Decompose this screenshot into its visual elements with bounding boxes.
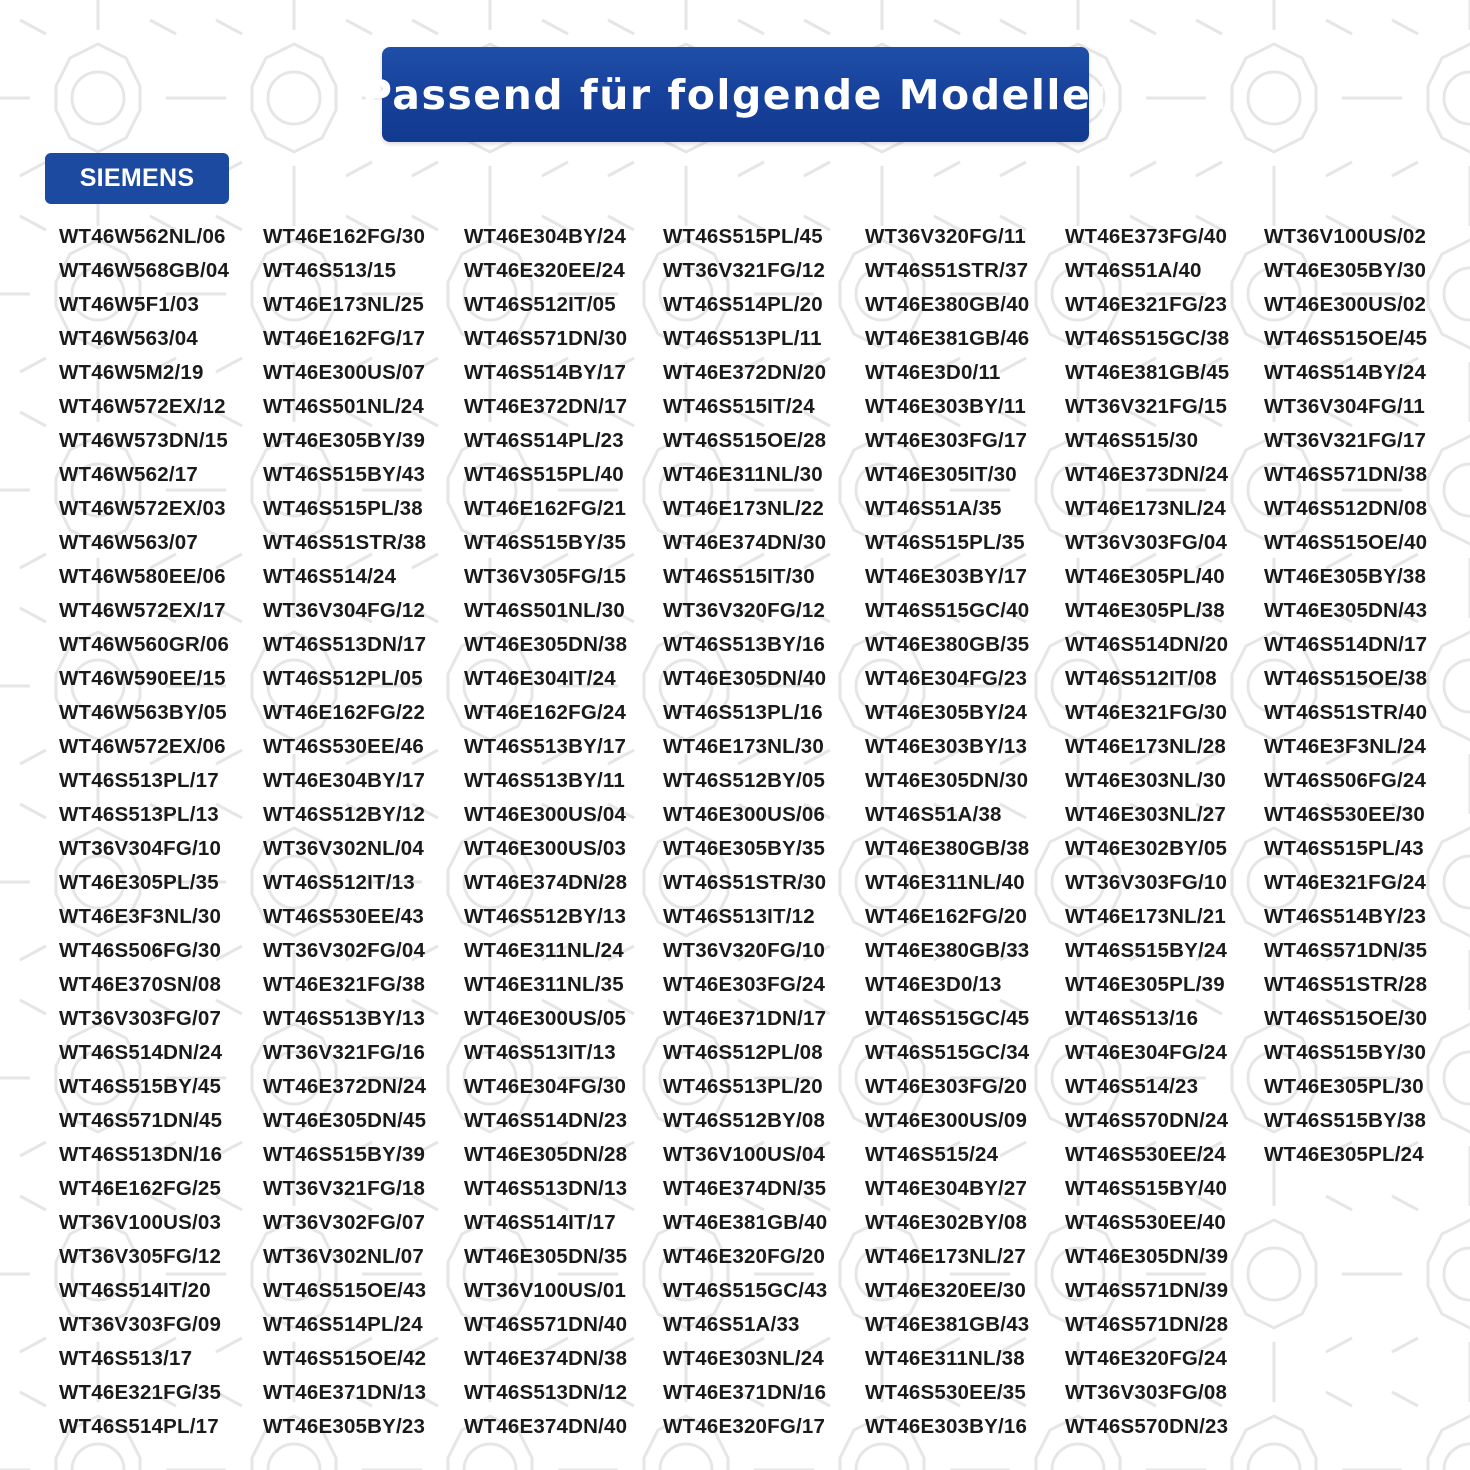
model-number: WT36V100US/02 [1264,225,1427,248]
model-number: WT46E311NL/30 [663,463,823,486]
model-number: WT46S530EE/24 [1065,1143,1226,1166]
model-number: WT46S515GC/45 [865,1007,1030,1030]
model-number: WT46E311NL/38 [865,1347,1025,1370]
model-number: WT46S513BY/13 [263,1007,426,1030]
model-number: WT46E304BY/27 [865,1177,1028,1200]
model-number: WT46E162FG/25 [59,1177,222,1200]
model-number: WT46S512PL/05 [263,667,423,690]
model-number: WT46S515OE/30 [1264,1007,1428,1030]
model-number: WT46W563/04 [59,327,198,350]
model-number: WT46E374DN/35 [663,1177,827,1200]
model-number: WT46E321FG/24 [1264,871,1427,894]
model-number: WT46E303NL/27 [1065,803,1226,826]
model-number: WT46E373DN/24 [1065,463,1229,486]
model-number: WT46W573DN/15 [59,429,228,452]
model-number: WT46S515OE/28 [663,429,827,452]
model-number: WT46W572EX/03 [59,497,226,520]
model-number: WT46S514DN/23 [464,1109,628,1132]
model-number: WT46S515OE/42 [263,1347,427,1370]
model-number: WT46E162FG/21 [464,497,627,520]
model-column-5 [865,220,1029,1444]
model-number: WT46W5F1/03 [59,293,200,316]
model-number: WT46S512BY/05 [663,769,826,792]
model-number: WT46S515PL/43 [1264,837,1424,860]
model-number: WT46E305PL/40 [1065,565,1225,588]
model-number: WT46S513DN/16 [59,1143,223,1166]
model-number: WT46E303FG/17 [865,429,1028,452]
model-column-7 [1264,220,1427,1172]
model-number: WT46E305PL/30 [1264,1075,1424,1098]
model-number: WT46E311NL/40 [865,871,1025,894]
page-title: Passend für folgende Modelle: [361,70,1110,119]
model-number: WT46S514BY/23 [1264,905,1427,928]
model-number: WT46S51A/33 [663,1313,800,1336]
model-number: WT46W560GR/06 [59,633,230,656]
model-number: WT46S571DN/35 [1264,939,1428,962]
model-number: WT46E320EE/24 [464,259,625,282]
model-number: WT46S513PL/20 [663,1075,823,1098]
model-number: WT46S571DN/40 [464,1313,628,1336]
model-number: WT46S51A/35 [865,497,1002,520]
model-number: WT46S514DN/17 [1264,633,1428,656]
model-number: WT46W572EX/17 [59,599,226,622]
model-number: WT46E381GB/40 [663,1211,828,1234]
model-number: WT46E300US/05 [464,1007,627,1030]
model-number: WT46E305DN/43 [1264,599,1428,622]
model-number: WT46E371DN/16 [663,1381,827,1404]
model-number: WT36V302FG/04 [263,939,426,962]
model-number: WT46E371DN/13 [263,1381,427,1404]
model-number: WT46E303FG/20 [865,1075,1028,1098]
model-number: WT46S530EE/35 [865,1381,1026,1404]
model-column-1 [59,220,229,1444]
model-number: WT46E321FG/38 [263,973,426,996]
model-number: WT36V303FG/04 [1065,531,1228,554]
model-number: WT46S515GC/38 [1065,327,1230,350]
model-number: WT46S515GC/43 [663,1279,828,1302]
model-number: WT46E380GB/38 [865,837,1030,860]
model-number: WT36V320FG/11 [865,225,1026,248]
model-number: WT36V320FG/10 [663,939,826,962]
model-number: WT46E303BY/16 [865,1415,1028,1438]
model-number: WT46E305BY/30 [1264,259,1427,282]
model-number: WT46E374DN/40 [464,1415,628,1438]
model-number: WT46S515OE/45 [1264,327,1428,350]
model-number: WT46E305DN/40 [663,667,827,690]
model-number: WT46S513DN/17 [263,633,427,656]
model-number: WT36V304FG/10 [59,837,222,860]
model-number: WT36V321FG/12 [663,259,826,282]
model-number: WT46E173NL/30 [663,735,824,758]
model-number: WT46S515PL/38 [263,497,423,520]
model-number: WT46E311NL/24 [464,939,624,962]
model-number: WT46E372DN/24 [263,1075,427,1098]
model-number: WT46S51STR/38 [263,531,427,554]
model-number: WT46E173NL/28 [1065,735,1226,758]
model-number: WT46E303NL/24 [663,1347,824,1370]
model-column-3 [464,220,627,1444]
model-number: WT46S51STR/28 [1264,973,1428,996]
model-number: WT46S515GC/40 [865,599,1030,622]
model-number: WT46S571DN/30 [464,327,628,350]
model-number: WT46S570DN/23 [1065,1415,1229,1438]
model-number: WT36V100US/04 [663,1143,826,1166]
model-number: WT46E321FG/35 [59,1381,222,1404]
model-number: WT36V303FG/10 [1065,871,1228,894]
model-number: WT46E305BY/39 [263,429,426,452]
model-number: WT46S513DN/13 [464,1177,628,1200]
model-number: WT36V303FG/07 [59,1007,222,1030]
model-number: WT36V321FG/15 [1065,395,1228,418]
model-number: WT46W580EE/06 [59,565,226,588]
model-number: WT46E304BY/24 [464,225,627,248]
model-number: WT46S571DN/38 [1264,463,1428,486]
model-number: WT46S513BY/16 [663,633,826,656]
model-number: WT46W562/17 [59,463,198,486]
model-number: WT46S514/24 [263,565,397,588]
model-number: WT46S512IT/08 [1065,667,1217,690]
model-number: WT46E304BY/17 [263,769,426,792]
brand-badge [45,153,229,204]
model-number: WT46E374DN/28 [464,871,628,894]
model-number: WT46E305DN/28 [464,1143,628,1166]
model-number: WT46E304FG/30 [464,1075,627,1098]
model-number: WT46E305PL/39 [1065,973,1225,996]
model-number: WT46E303NL/30 [1065,769,1226,792]
model-number: WT46S515IT/30 [663,565,815,588]
model-number: WT36V302NL/04 [263,837,424,860]
model-number: WT46S530EE/43 [263,905,424,928]
model-number: WT36V302FG/07 [263,1211,426,1234]
model-number: WT46E380GB/33 [865,939,1030,962]
model-number: WT46S513/16 [1065,1007,1199,1030]
model-number: WT46S515PL/40 [464,463,624,486]
model-number: WT46E305BY/38 [1264,565,1427,588]
model-number: WT46E300US/04 [464,803,627,826]
model-number: WT46E380GB/35 [865,633,1030,656]
model-number: WT46S513DN/12 [464,1381,628,1404]
model-number: WT46S515BY/39 [263,1143,426,1166]
model-number: WT46S515BY/24 [1065,939,1228,962]
model-number: WT46E320FG/17 [663,1415,826,1438]
model-number: WT46S513PL/16 [663,701,823,724]
model-number: WT46S513/17 [59,1347,193,1370]
model-number: WT46S512IT/13 [263,871,415,894]
model-number: WT46S514PL/17 [59,1415,219,1438]
model-number: WT46S501NL/30 [464,599,625,622]
model-number: WT46S514/23 [1065,1075,1199,1098]
model-number: WT46S515OE/40 [1264,531,1428,554]
model-number: WT46S506FG/30 [59,939,222,962]
model-number: WT46S51STR/40 [1264,701,1428,724]
model-number: WT46S51A/40 [1065,259,1202,282]
model-number: WT46W568GB/04 [59,259,230,282]
model-number: WT46S512IT/05 [464,293,616,316]
model-number: WT46S514DN/20 [1065,633,1229,656]
model-number: WT46S514IT/17 [464,1211,616,1234]
brand-label: SIEMENS [79,164,195,192]
model-number: WT46S514PL/24 [263,1313,423,1336]
model-number: WT46E302BY/05 [1065,837,1228,860]
model-number: WT46S513BY/17 [464,735,627,758]
model-number: WT46E321FG/23 [1065,293,1228,316]
model-number: WT46E300US/02 [1264,293,1427,316]
model-number: WT36V305FG/12 [59,1245,222,1268]
model-number: WT46W590EE/15 [59,667,226,690]
model-number: WT46S515BY/35 [464,531,627,554]
model-number: WT46S530EE/30 [1264,803,1425,826]
model-number: WT46S570DN/24 [1065,1109,1229,1132]
model-number: WT46E380GB/40 [865,293,1030,316]
model-number: WT36V321FG/18 [263,1177,426,1200]
model-number: WT46W563/07 [59,531,198,554]
model-number: WT46E304FG/24 [1065,1041,1228,1064]
title-banner [361,47,1110,142]
model-number: WT36V303FG/09 [59,1313,222,1336]
model-number: WT46S51STR/37 [865,259,1029,282]
model-number: WT46S514PL/23 [464,429,624,452]
model-number: WT46S512BY/08 [663,1109,826,1132]
model-number: WT46S512BY/13 [464,905,627,928]
model-number: WT46S512DN/08 [1264,497,1428,520]
model-number: WT46S515OE/38 [1264,667,1428,690]
model-number: WT46S530EE/46 [263,735,424,758]
model-number: WT46S571DN/39 [1065,1279,1229,1302]
model-number: WT46S51STR/30 [663,871,827,894]
model-number: WT46S515GC/34 [865,1041,1030,1064]
model-number: WT46E303BY/17 [865,565,1028,588]
model-number: WT46E305DN/35 [464,1245,628,1268]
model-number: WT46S530EE/40 [1065,1211,1226,1234]
model-number: WT46E305PL/24 [1264,1143,1424,1166]
model-number: WT46S514DN/24 [59,1041,223,1064]
model-number: WT46E305BY/23 [263,1415,426,1438]
model-column-6 [1065,220,1229,1444]
model-number: WT46S513PL/17 [59,769,219,792]
model-number: WT46E305IT/30 [865,463,1017,486]
model-number: WT46S514PL/20 [663,293,823,316]
model-number: WT46E303BY/11 [865,395,1026,418]
model-number: WT46E304FG/23 [865,667,1028,690]
model-number: WT46S513IT/12 [663,905,815,928]
model-number: WT46E381GB/46 [865,327,1030,350]
model-number: WT46E300US/07 [263,361,426,384]
model-number: WT46E3F3NL/24 [1264,735,1427,758]
model-number: WT46E305BY/24 [865,701,1028,724]
model-number: WT46E162FG/30 [263,225,426,248]
model-number: WT46S513IT/13 [464,1041,616,1064]
model-number: WT46E305DN/30 [865,769,1029,792]
model-number: WT36V304FG/12 [263,599,426,622]
model-number: WT46E305DN/39 [1065,1245,1229,1268]
model-number: WT46S515PL/45 [663,225,823,248]
model-number: WT46E300US/06 [663,803,826,826]
model-number: WT46E300US/03 [464,837,627,860]
model-number: WT46E320FG/20 [663,1245,826,1268]
model-number: WT36V100US/01 [464,1279,627,1302]
model-number: WT46W563BY/05 [59,701,227,724]
model-number: WT36V321FG/16 [263,1041,426,1064]
model-number: WT46S571DN/45 [59,1109,223,1132]
model-number: WT46S501NL/24 [263,395,424,418]
model-number: WT46E373FG/40 [1065,225,1228,248]
model-number: WT46S514IT/20 [59,1279,211,1302]
model-number: WT46E381GB/45 [1065,361,1230,384]
model-number: WT46S515BY/38 [1264,1109,1427,1132]
model-number: WT46E162FG/24 [464,701,627,724]
model-number: WT46S515IT/24 [663,395,815,418]
model-column-4 [663,220,827,1444]
model-number: WT46S515BY/43 [263,463,426,486]
model-column-2 [263,220,426,1444]
model-number: WT46E320EE/30 [865,1279,1026,1302]
model-number: WT46S515BY/30 [1264,1041,1427,1064]
model-number: WT46E304IT/24 [464,667,616,690]
model-number: WT46S513PL/11 [663,327,822,350]
model-number: WT46E321FG/30 [1065,701,1228,724]
model-number: WT46E305PL/35 [59,871,219,894]
model-number: WT36V321FG/17 [1264,429,1427,452]
model-number: WT46W562NL/06 [59,225,226,248]
model-number: WT46E372DN/17 [464,395,628,418]
model-number: WT46E173NL/27 [865,1245,1026,1268]
model-number: WT46E305PL/38 [1065,599,1225,622]
model-number: WT46S515OE/43 [263,1279,427,1302]
model-number: WT46W572EX/12 [59,395,226,418]
model-number: WT46S512BY/12 [263,803,426,826]
model-number: WT46E374DN/30 [663,531,827,554]
model-number: WT46E173NL/22 [663,497,824,520]
model-number: WT46E300US/09 [865,1109,1028,1132]
model-number: WT46E173NL/21 [1065,905,1226,928]
model-number: WT46E305BY/35 [663,837,826,860]
model-number: WT46S51A/38 [865,803,1002,826]
model-number: WT36V320FG/12 [663,599,826,622]
model-number: WT46S515/30 [1065,429,1199,452]
model-number: WT46E370SN/08 [59,973,222,996]
model-number: WT46E303BY/13 [865,735,1028,758]
model-number: WT36V303FG/08 [1065,1381,1228,1404]
model-number: WT46E372DN/20 [663,361,827,384]
model-number: WT46S515/24 [865,1143,999,1166]
model-number: WT46W5M2/19 [59,361,204,384]
model-number: WT46S513PL/13 [59,803,219,826]
model-number: WT46S515BY/40 [1065,1177,1228,1200]
model-number: WT46E381GB/43 [865,1313,1030,1336]
model-number: WT46S506FG/24 [1264,769,1427,792]
model-number: WT46E173NL/24 [1065,497,1226,520]
model-number: WT46S512PL/08 [663,1041,823,1064]
model-number: WT46E3D0/13 [865,973,1002,996]
model-number: WT46E311NL/35 [464,973,624,996]
model-number: WT36V305FG/15 [464,565,627,588]
model-number: WT46E3D0/11 [865,361,1001,384]
model-number: WT46E3F3NL/30 [59,905,222,928]
model-number: WT46S515BY/45 [59,1075,222,1098]
model-number: WT36V302NL/07 [263,1245,424,1268]
model-number: WT36V304FG/11 [1264,395,1425,418]
model-number: WT46S514BY/24 [1264,361,1427,384]
model-number: WT36V100US/03 [59,1211,222,1234]
model-number: WT46E162FG/22 [263,701,426,724]
model-number: WT46E305DN/45 [263,1109,427,1132]
model-number: WT46S513/15 [263,259,397,282]
model-number: WT46E302BY/08 [865,1211,1028,1234]
model-number: WT46S571DN/28 [1065,1313,1229,1336]
model-number: WT46E162FG/17 [263,327,426,350]
model-number: WT46E320FG/24 [1065,1347,1228,1370]
model-number: WT46S515PL/35 [865,531,1025,554]
model-number: WT46E173NL/25 [263,293,424,316]
model-number: WT46E305DN/38 [464,633,628,656]
model-number: WT46S514BY/17 [464,361,627,384]
model-number: WT46W572EX/06 [59,735,226,758]
model-number: WT46E162FG/20 [865,905,1028,928]
model-number: WT46E371DN/17 [663,1007,827,1030]
model-number: WT46E303FG/24 [663,973,826,996]
model-number: WT46E374DN/38 [464,1347,628,1370]
model-number: WT46S513BY/11 [464,769,625,792]
